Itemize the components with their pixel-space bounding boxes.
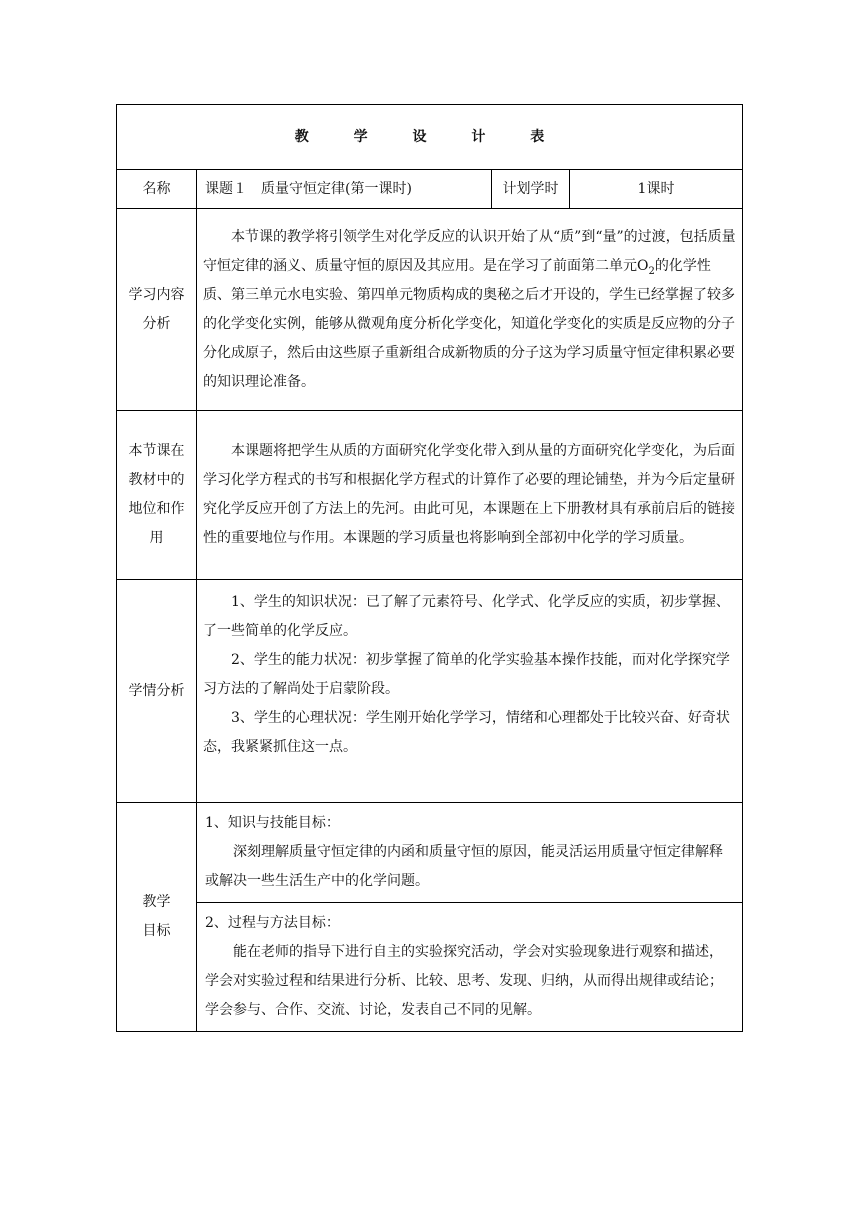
o2-subscript: 2 bbox=[648, 265, 655, 277]
plan-hours-label: 计划学时 bbox=[492, 170, 570, 209]
goal1-text: 深刻理解质量守恒定律的内函和质量守恒的原因，能灵活运用质量守恒定律解释或解决一些生活生产中的化学问题。 bbox=[205, 844, 723, 889]
goal2-text: 能在老师的指导下进行自主的实验探究活动，学会对实验现象进行观察和描述，学会对实验过程和结果进行分析、比较、思考、发现、归纳，从而得出规律或结论；学会参与、合作、交流、讨论，发表自己不同的见解。 bbox=[205, 944, 723, 1018]
student-analysis-item: 3、学生的心理状况：学生刚开始化学学习，情绪和心理都处于比较兴奋、好奇状态，我紧紧抓住这一点。 bbox=[203, 710, 730, 755]
goal2-cell bbox=[197, 903, 743, 1032]
meta-row bbox=[117, 170, 743, 209]
role-row bbox=[117, 411, 743, 580]
table-title: 教 学 设 计 表 bbox=[117, 105, 743, 170]
student-analysis-item: 1、学生的知识状况：已了解了元素符号、化学式、化学反应的实质，初步掌握、了一些简单的化学反应。 bbox=[203, 594, 730, 639]
name-value: 课题１ 质量守恒定律(第一课时) bbox=[197, 170, 492, 209]
lesson-design-table bbox=[116, 104, 743, 1032]
goals-label-line2: 目标 bbox=[142, 923, 171, 939]
goals-label-line1: 教学 bbox=[142, 894, 171, 910]
name-label: 名称 bbox=[117, 170, 197, 209]
goal1-row bbox=[117, 803, 743, 903]
goal2-row bbox=[117, 903, 743, 1032]
role-label: 本节课在教材中的地位和作用 bbox=[117, 411, 197, 580]
title-row bbox=[117, 105, 743, 170]
content-analysis-label: 学习内容分析 bbox=[117, 209, 197, 411]
content-analysis-text bbox=[197, 209, 743, 411]
content-analysis-part2: 的化学性质、第三单元水电实验、第四单元物质构成的奥秘之后才开设的，学生已经掌握了较多的化学变化实例，能够从微观角度分析化学变化，知道化学变化的实质是反应物的分子分化成原子，然后由这些原子重新组合成新物质的分子这为学习质量守恒定律积累必要的知识理论准备。 bbox=[203, 257, 735, 390]
goals-label bbox=[117, 803, 197, 1032]
role-paragraph: 本课题将把学生从质的方面研究化学变化带入到从量的方面研究化学变化，为后面学习化学方程式的书写和根据化学方程式的计算作了必要的理论铺垫，并为今后定量研究化学反应开创了方法上的先河。由此可见，本课题在上下册教材具有承前启后的链接性的重要地位与作用。本课题的学习质量也将影响到全部初中化学的学习质量。 bbox=[203, 443, 735, 546]
content-analysis-row bbox=[117, 209, 743, 411]
student-analysis-text bbox=[197, 580, 743, 803]
student-analysis-label: 学情分析 bbox=[117, 580, 197, 803]
plan-hours-value: 1课时 bbox=[570, 170, 743, 209]
student-analysis-item: 2、学生的能力状况：初步掌握了简单的化学实验基本操作技能，而对化学探究学习方法的了解尚处于启蒙阶段。 bbox=[203, 652, 730, 697]
role-text bbox=[197, 411, 743, 580]
goal1-cell bbox=[197, 803, 743, 903]
content-analysis-part1: 本节课的教学将引领学生对化学反应的认识开始了从“质”到“量”的过渡，包括质量守恒定律的涵义、质量守恒的原因及其应用。是在学习了前面第二单元O bbox=[203, 228, 736, 274]
goal1-heading: 1、知识与技能目标： bbox=[205, 815, 340, 831]
student-analysis-row bbox=[117, 580, 743, 803]
goal2-heading: 2、过程与方法目标： bbox=[205, 915, 340, 931]
